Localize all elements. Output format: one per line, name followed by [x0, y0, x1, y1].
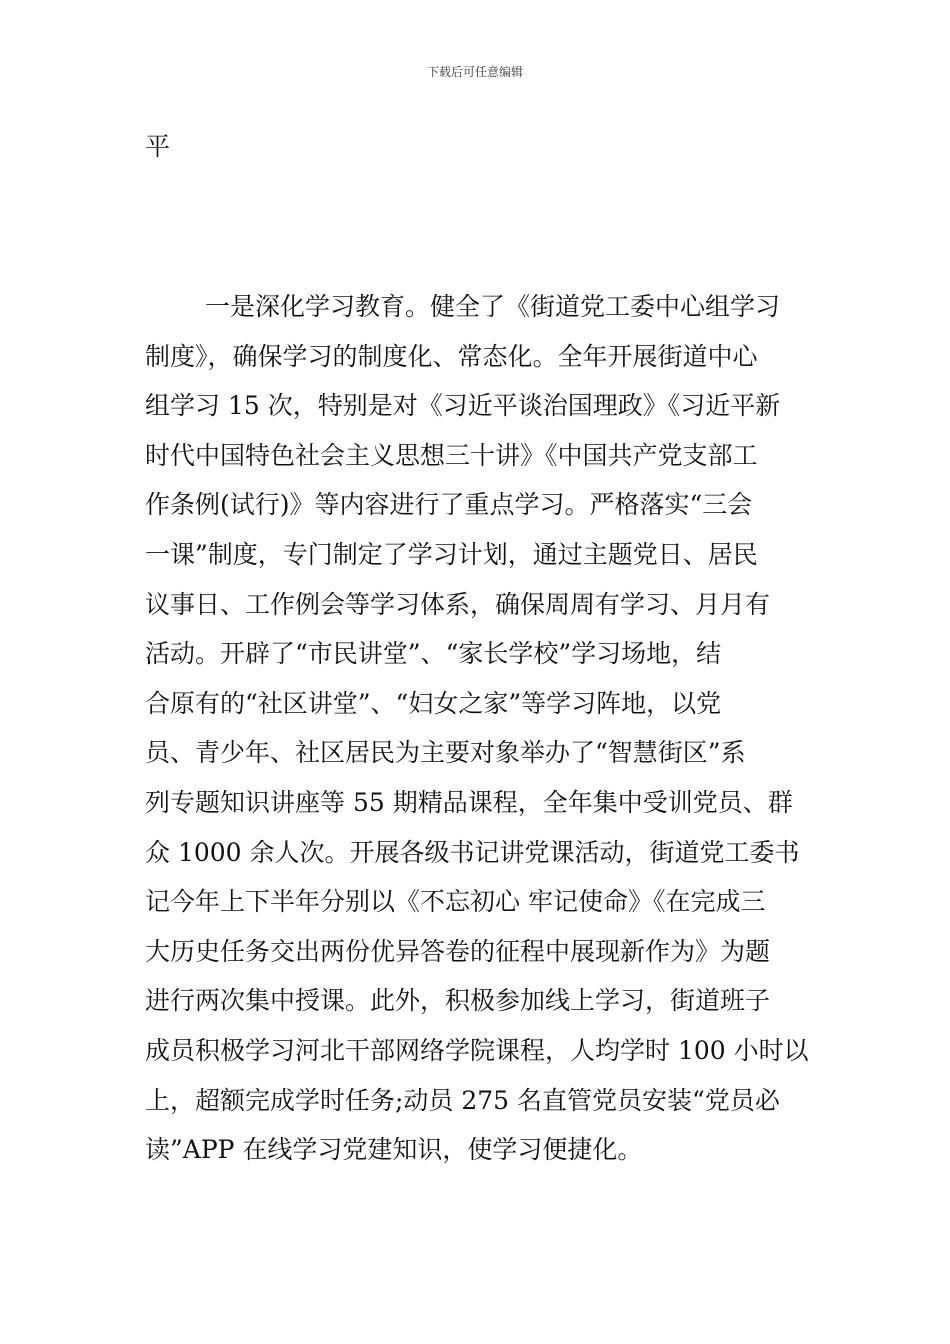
paragraph-line: 组学习 15 次，特别是对《习近平谈治国理政》《习近平新 — [145, 391, 781, 421]
paragraph-line: 作条例(试行)》等内容进行了重点学习。严格落实“三会 — [145, 490, 753, 520]
paragraph-line: 读”APP 在线学习党建知识，使学习便捷化。 — [145, 1135, 643, 1165]
paragraph-line: 时代中国特色社会主义思想三十讲》《中国共产党支部工 — [145, 440, 758, 470]
paragraph-line: 大历史任务交出两份优异答卷的征程中展现新作为》为题 — [145, 936, 771, 966]
paragraph-line: 上，超额完成学时任务;动员 275 名直管党员安装“党员必 — [145, 1085, 780, 1115]
paragraph-line: 进行两次集中授课。此外，积极参加线上学习，街道班子 — [145, 986, 771, 1016]
paragraph-line: 一课”制度，专门制定了学习计划，通过主题党日、居民 — [145, 539, 758, 569]
paragraph-line: 制度》，确保学习的制度化、常态化。全年开展街道中心 — [145, 341, 758, 371]
page-header: 下载后可任意编辑 — [426, 65, 523, 79]
paragraph-line: 成员积极学习河北干部网络学院课程，人均学时 100 小时以 — [145, 1035, 809, 1065]
paragraph-line: 记今年上下半年分别以《不忘初心 牢记使命》《在完成三 — [145, 887, 766, 917]
paragraph-line: 一是深化学习教育。健全了《街道党工委中心组学习 — [205, 292, 781, 321]
body-paragraph — [145, 282, 810, 1175]
paragraph-line: 员、青少年、社区居民为主要对象举办了“智慧街区”系 — [145, 738, 746, 768]
paragraph-line: 活动。开辟了“市民讲堂”、“家长学校”学习场地，结 — [145, 639, 722, 669]
paragraph-line: 众 1000 余人次。开展各级书记讲党课活动，街道党工委书 — [145, 837, 800, 867]
paragraph-line: 议事日、工作例会等学习体系，确保周周有学习、月月有 — [145, 589, 771, 619]
paragraph-line: 列专题知识讲座等 55 期精品课程，全年集中受训党员、群 — [145, 787, 793, 817]
paragraph-line: 合原有的“社区讲堂”、“妇女之家”等学习阵地，以党 — [145, 688, 722, 718]
continued-text-fragment: 平 — [145, 132, 171, 161]
